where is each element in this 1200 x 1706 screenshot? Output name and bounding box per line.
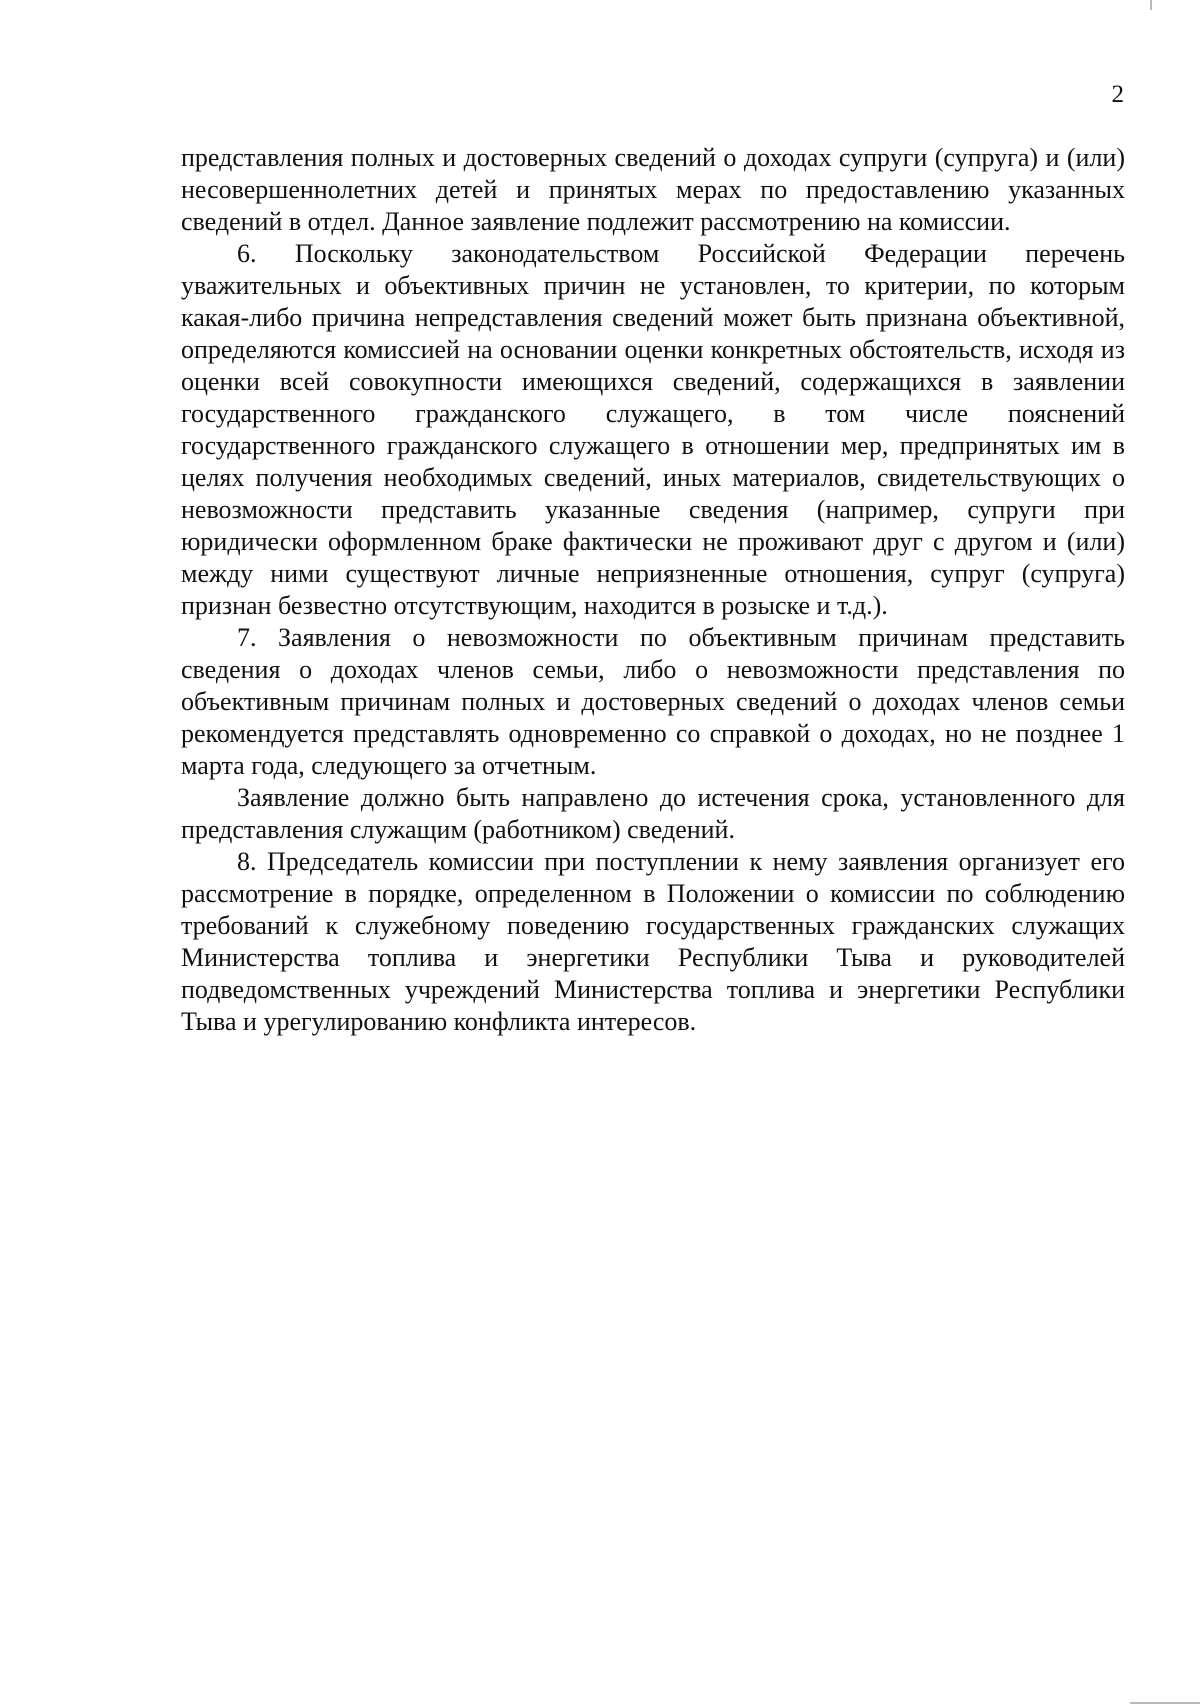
paragraph-item-7: 7. Заявления о невозможности по объективным причинам представить сведения о доходах членов семьи, либо о невозможности представления по объективным причинам полных и достоверных сведений о доходах членов семьи рекомендуется представлять одновременно со справкой о доходах, но не позднее 1 марта года, следующего за отчетным. xyxy=(181,623,1125,780)
scan-artifact xyxy=(1150,0,1152,10)
paragraph-item-6: 6. Поскольку законодательством Российской Федерации перечень уважительных и объективных причин не установлен, то критерии, по которым какая-либо причина непредставления сведений может быть признана объективной, определяются комиссией на основании оценки конкретных обстоятельств, исходя из оценки всей совокупности имеющихся сведений, содержащихся в заявлении государственного гражданского служащего, в том числе пояснений государственного гражданского служащего в отношении мер, предпринятых им в целях получения необходимых сведений, иных материалов, свидетельствующих о невозможности представить указанные сведения (например, супруги при юридически оформленном браке фактически не проживают друг с другом и (или) между ними существуют личные неприязненные отношения, супруг (супруга) признан безвестно отсутствующим, находится в розыске и т.д.). xyxy=(181,239,1125,620)
page-number: 2 xyxy=(1111,81,1124,108)
paragraph-deadline: Заявление должно быть направлено до истечения срока, установленного для представления служащим (работником) сведений. xyxy=(181,783,1125,844)
paragraph-item-8: 8. Председатель комиссии при поступлении к нему заявления организует его рассмотрение в порядке, определенном в Положении о комиссии по соблюдению требований к служебному поведению государственных гражданских служащих Министерства топлива и энергетики Республики Тыва и руководителей подведомственных учреждений Министерства топлива и энергетики Республики Тыва и урегулированию конфликта интересов. xyxy=(181,847,1125,1036)
paragraph-continuation: представления полных и достоверных сведений о доходах супруги (супруга) и (или) несовершеннолетних детей и принятых мерах по предоставлению указанных сведений в отдел. Данное заявление подлежит рассмотрению на комиссии. xyxy=(181,143,1125,236)
scan-artifact xyxy=(1130,1702,1200,1704)
document-body xyxy=(181,142,1125,1038)
